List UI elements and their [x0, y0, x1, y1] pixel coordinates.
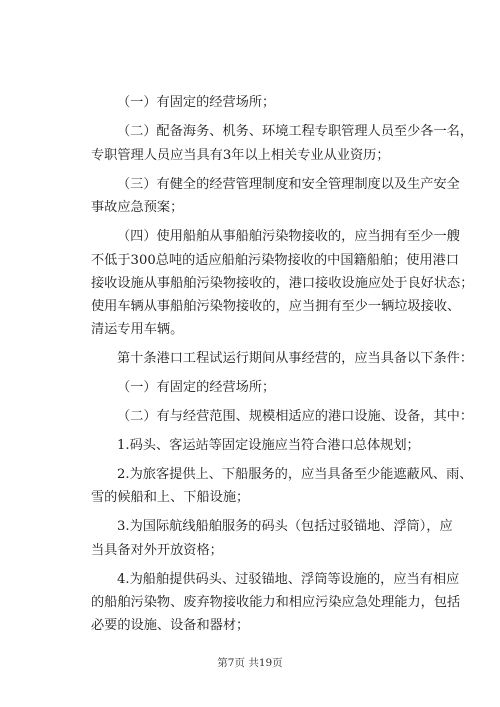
item-3-line-2: 当具备对外开放资格； — [91, 543, 223, 558]
page-number-footer: 第7页 共19页 — [217, 657, 283, 669]
article-10-heading: 第十条港口工程试运行期间从事经营的，应当具备以下条件： — [117, 351, 474, 366]
paragraph-2-line-1: （二）配备海务、机务、环境工程专职管理人员至少各一名， — [117, 124, 474, 139]
item-2-line-1: 2.为旅客提供上、下船服务的，应当具备至少能遮蔽风、雨、 — [117, 467, 473, 482]
paragraph-2-line-2: 专职管理人员应当具有3年以上相关专业从业资历； — [91, 148, 390, 163]
item-3-line-1: 3.为国际航线船舶服务的码头（包括过驳锚地、浮筒），应 — [117, 519, 453, 534]
paragraph-3-line-2: 事故应急预案； — [91, 200, 184, 215]
paragraph-4-line-2: 不低于300总吨的适应船舶污染物接收的中国籍船舶；使用港口 — [91, 253, 460, 268]
paragraph-4-line-3: 接收设施从事船舶污染物接收的，港口接收设施应处于良好状态； — [91, 276, 474, 291]
paragraph-4-line-5: 清运专用车辆。 — [91, 322, 184, 337]
item-4-line-1: 4.为船舶提供码头、过驳锚地、浮筒等设施的，应当有相应 — [117, 572, 460, 587]
paragraph-6-line-1: （一）有固定的经营场所； — [117, 380, 276, 395]
paragraph-4-line-4: 使用车辆从事船舶污染物接收的，应当拥有至少一辆垃圾接收、 — [91, 299, 461, 314]
item-2-line-2: 雪的候船和上、下船设施； — [91, 490, 250, 505]
paragraph-1-line-1: （一）有固定的经营场所； — [117, 95, 276, 110]
paragraph-3-line-1: （三）有健全的经营管理制度和安全管理制度以及生产安全 — [117, 177, 460, 192]
paragraph-4-line-1: （四）使用船舶从事船舶污染物接收的，应当拥有至少一艘 — [117, 229, 460, 244]
item-4-line-2: 的船舶污染物、废弃物接收能力和相应污染应急处理能力，包括 — [91, 595, 461, 610]
paragraph-7-line-1: （二）有与经营范围、规模相适应的港口设施、设备，其中： — [117, 409, 474, 424]
item-4-line-3: 必要的设施、设备和器材； — [91, 618, 250, 633]
item-1-line-1: 1.码头、客运站等固定设施应当符合港口总体规划； — [117, 438, 420, 453]
